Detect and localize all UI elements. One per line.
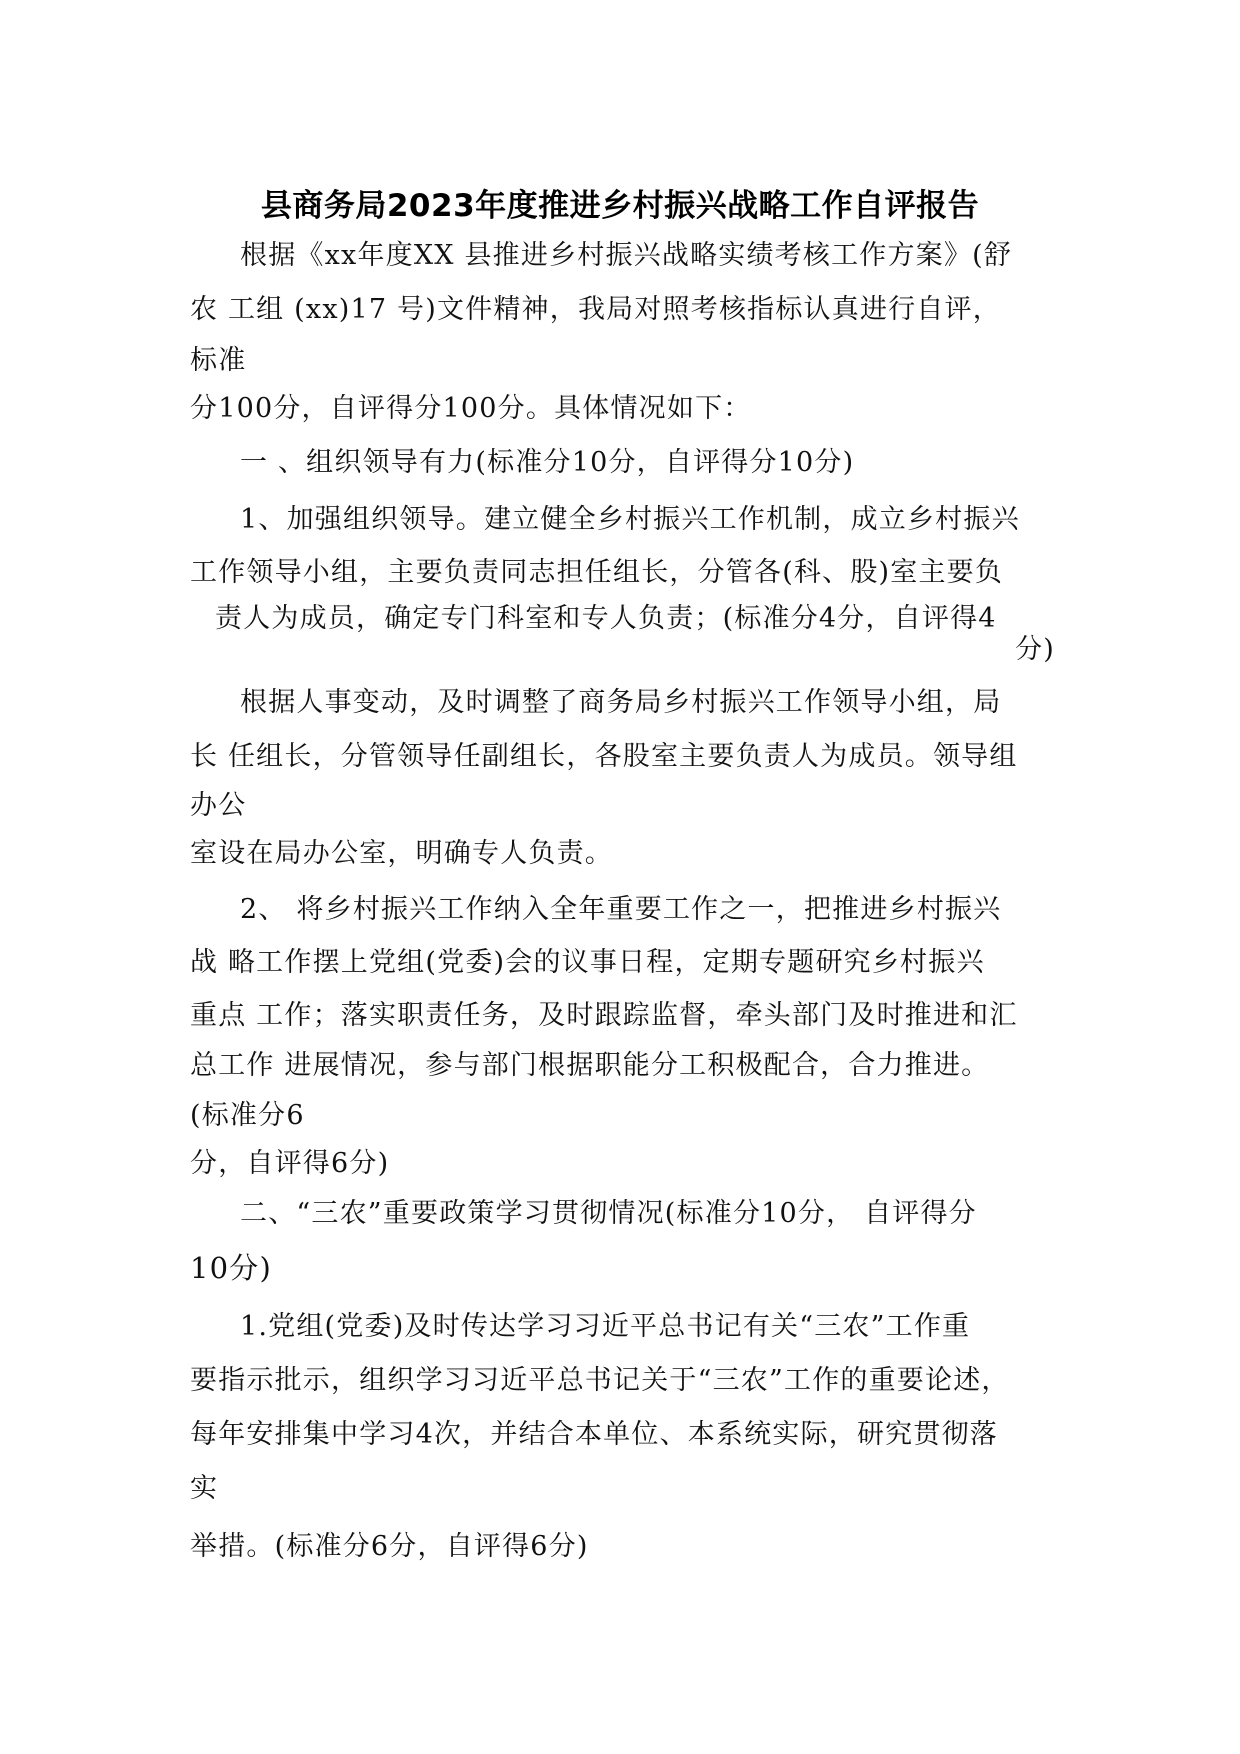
paragraph-line: 举措。(标准分6分，自评得6分) (190, 1531, 589, 1562)
document-title: 县商务局2023年度推进乡村振兴战略工作自评报告 (260, 188, 980, 224)
paragraph-line: 工作领导小组，主要负责同志担任组长，分管各(科、股)室主要负 (190, 557, 1004, 588)
paragraph-line: 每年安排集中学习4次，并结合本单位、本系统实际，研究贯彻落 (190, 1419, 998, 1450)
paragraph-line: 1.党组(党委)及时传达学习习近平总书记有关“三农”工作重 (240, 1311, 971, 1342)
paragraph-line: 分，自评得6分) (190, 1148, 390, 1179)
paragraph-line: 战 略工作摆上党组(党委)会的议事日程，定期专题研究乡村振兴 (190, 947, 985, 978)
paragraph-line: 实 (190, 1473, 219, 1504)
paragraph-line: 室设在局办公室，明确专人负责。 (190, 838, 613, 869)
paragraph-line: 根据人事变动，及时调整了商务局乡村振兴工作领导小组，局 (240, 687, 1002, 718)
paragraph-line: 重点 工作；落实职责任务，及时跟踪监督，牵头部门及时推进和汇 (190, 1000, 1018, 1031)
paragraph-line: 分100分，自评得分100分。具体情况如下： (190, 393, 752, 424)
paragraph-line: 分) (1015, 634, 1055, 665)
paragraph-line: 长 任组长，分管领导任副组长，各股室主要负责人为成员。领导组 (190, 741, 1018, 772)
paragraph-line: 2、 将乡村振兴工作纳入全年重要工作之一，把推进乡村振兴 (240, 894, 1002, 925)
paragraph-line: 总工作 进展情况，参与部门根据职能分工积极配合，合力推进。 (190, 1050, 990, 1081)
paragraph-line: 标准 (190, 345, 247, 376)
section-heading: 10分) (190, 1251, 273, 1285)
section-heading: 一 、组织领导有力(标准分10分，自评得分10分) (240, 447, 855, 478)
paragraph-line: (标准分6 (190, 1100, 305, 1131)
paragraph-line: 根据《xx年度XX 县推进乡村振兴战略实绩考核工作方案》(舒 (240, 240, 1013, 271)
paragraph-line: 责人为成员，确定专门科室和专人负责；(标准分4分，自评得4 (215, 603, 997, 634)
section-heading: 二、“三农”重要政策学习贯彻情况(标准分10分， 自评得分 (240, 1198, 977, 1229)
paragraph-line: 办公 (190, 790, 247, 821)
paragraph-line: 农 工组 (xx)17 号)文件精神，我局对照考核指标认真进行自评， (190, 294, 1001, 325)
paragraph-line: 1、加强组织领导。建立健全乡村振兴工作机制，成立乡村振兴 (240, 504, 1020, 535)
paragraph-line: 要指示批示，组织学习习近平总书记关于“三农”工作的重要论述， (190, 1365, 1010, 1396)
